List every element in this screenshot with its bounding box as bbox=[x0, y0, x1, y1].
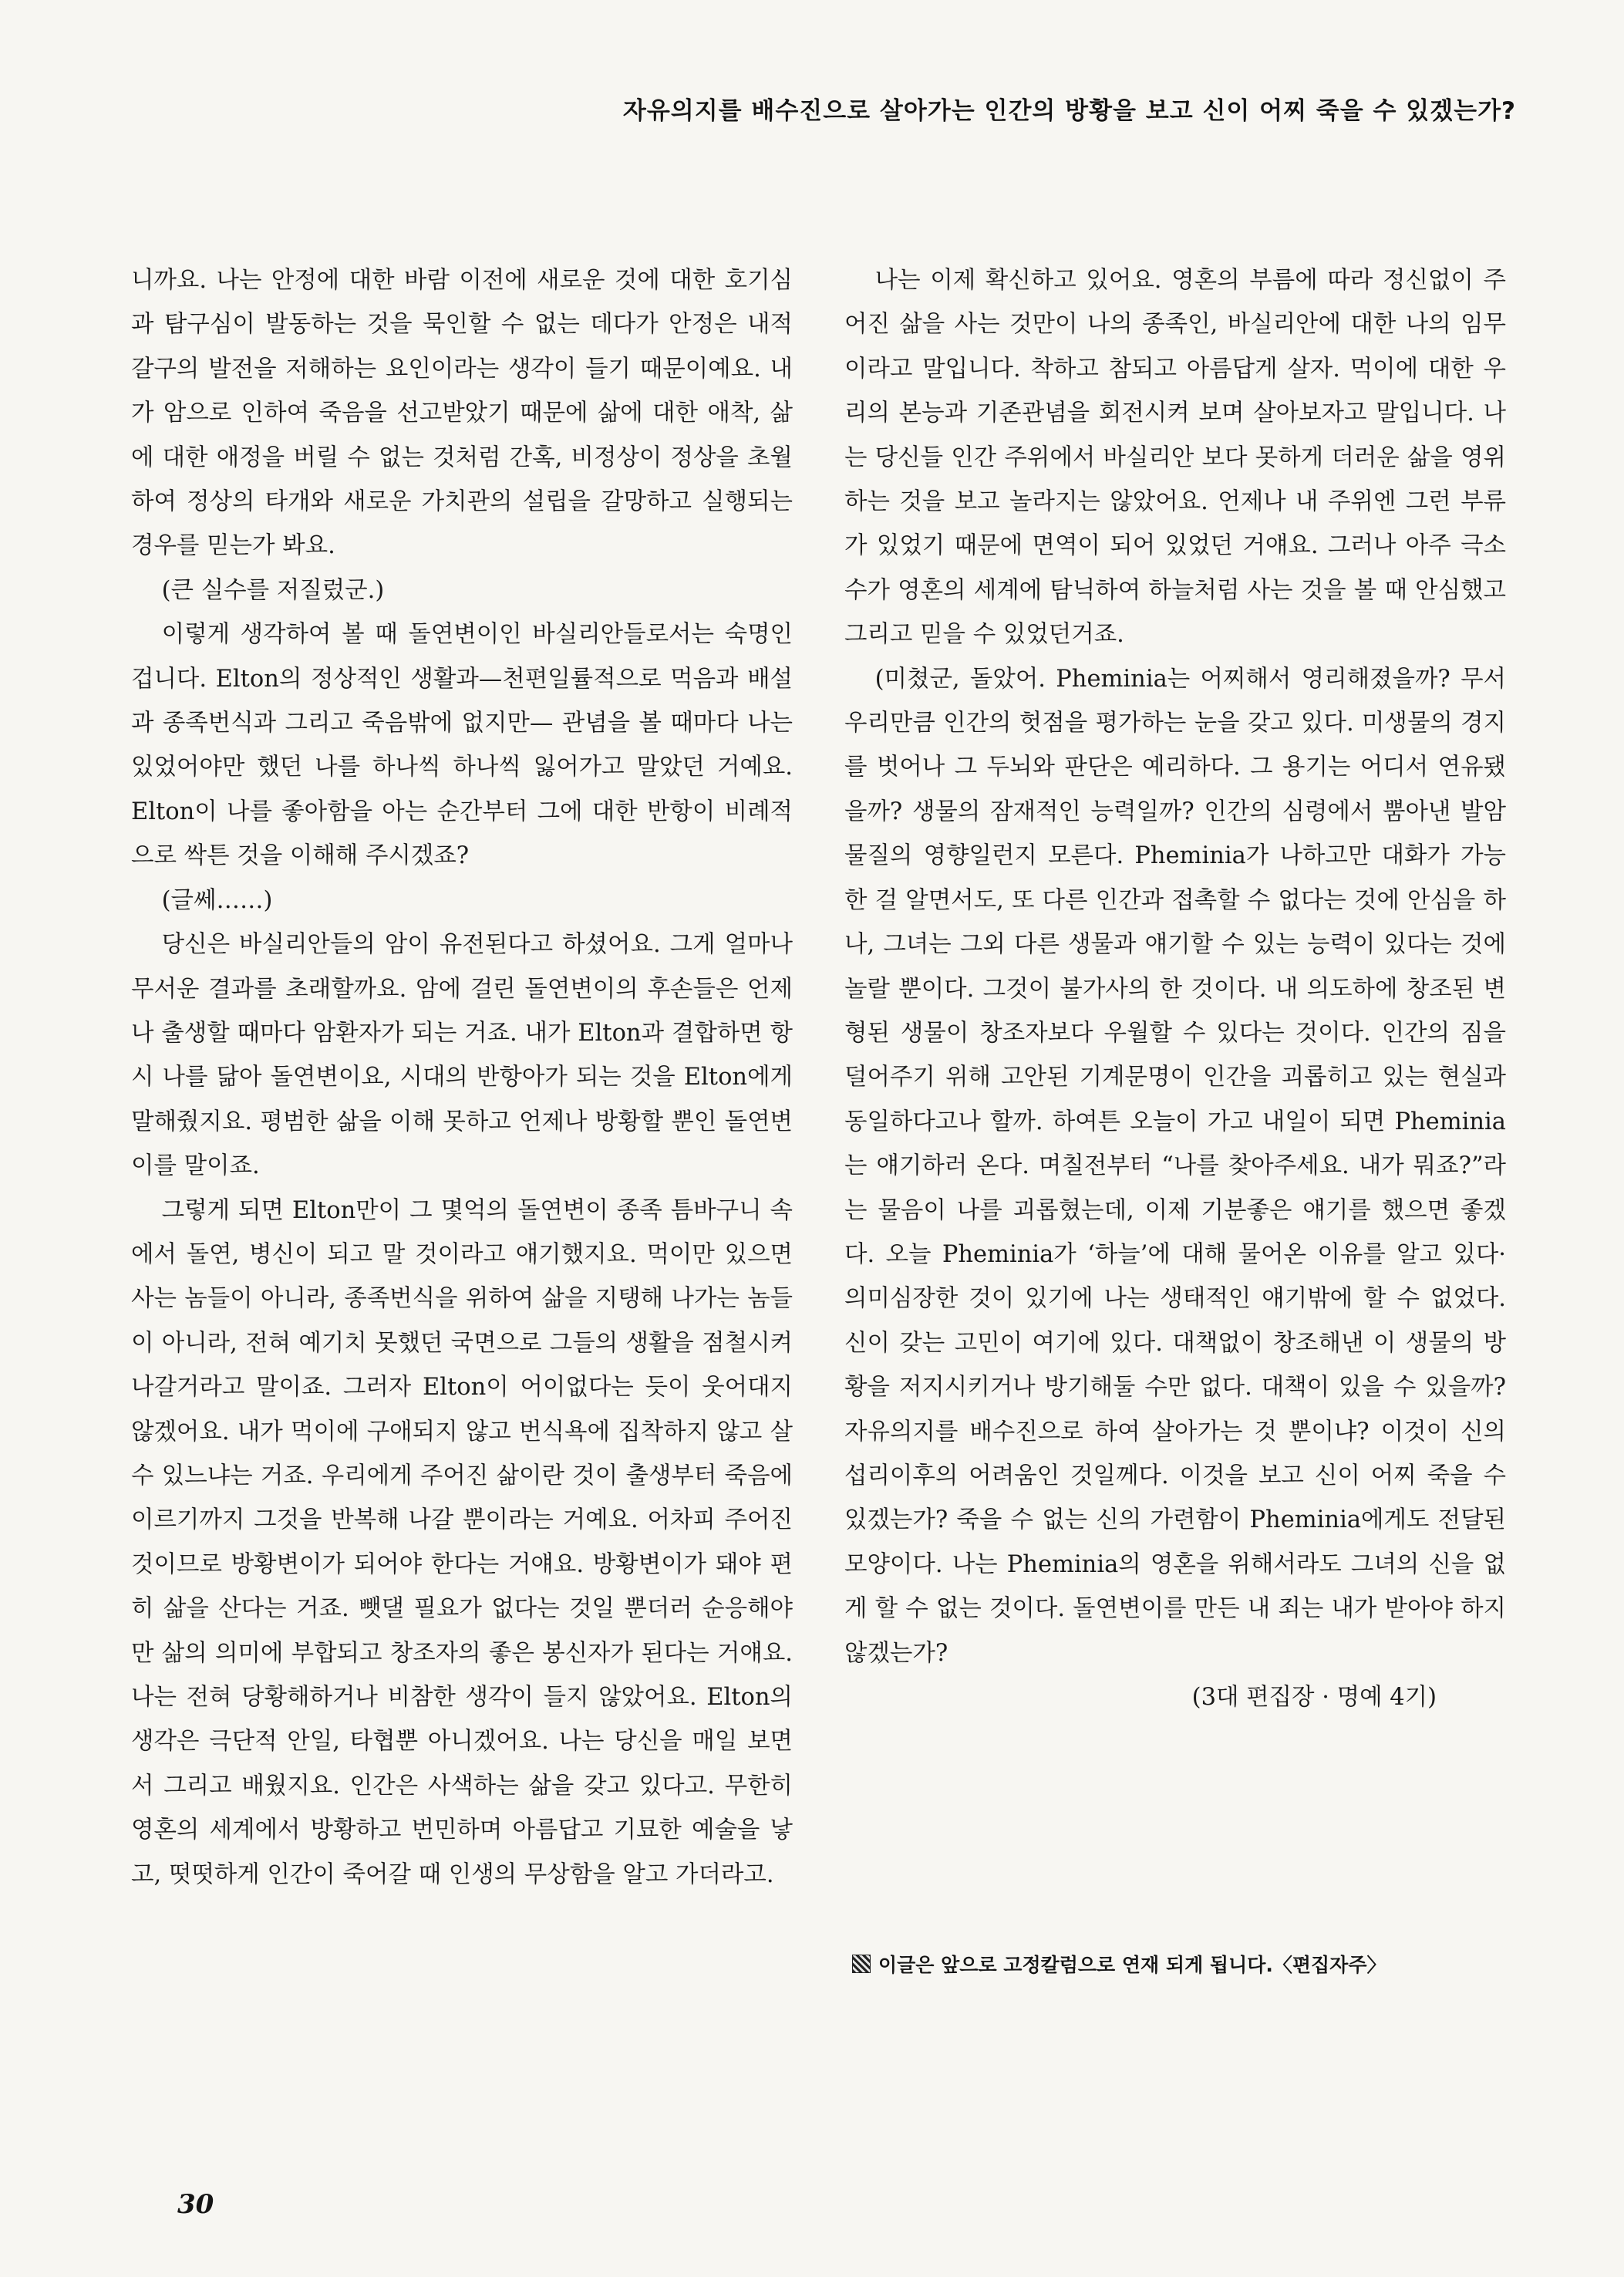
right-column bbox=[844, 258, 1506, 1719]
paragraph: 나는 이제 확신하고 있어요. 영혼의 부름에 따라 정신없이 주어진 삶을 사는 것만이 나의 종족인, 바실리안에 대한 나의 임무이라고 말입니다. 착하고 참되고 아름답게 살자. 먹이에 대한 우리의 본능과 기존관념을 회전시켜 보며 살아보자고 말입니다. 나는 당신들 인간 주위에서 바실리안 보다 못하게 더러운 삶을 영위하는 것을 보고 놀라지는 않았어요. 언제나 내 주위엔 그런 부류가 있었기 때문에 면역이 되어 있었던 거얘요. 그러나 아주 극소수가 영혼의 세계에 탐닉하여 하늘처럼 사는 것을 볼 때 안심했고 그리고 믿을 수 있었던거죠. bbox=[844, 267, 1506, 649]
running-head: 자유의지를 배수진으로 살아가는 인간의 방황을 보고 신이 어찌 죽을 수 있겠는가? bbox=[622, 97, 1516, 125]
paragraph: (미쳤군, 돌았어. Pheminia는 어찌해서 영리해졌을까? 무서우리만큼 인간의 헛점을 평가하는 눈을 갖고 있다. 미생물의 경지를 벗어나 그 두뇌와 판단은 예리하다. 그 용기는 어디서 연유됐을까? 생물의 잠재적인 능력일까? 인간의 심령에서 뿜아낸 발암물질의 영향일런지 모른다. Pheminia가 나하고만 대화가 가능한 걸 알면서도, 또 다른 인간과 접촉할 수 없다는 것에 안심을 하나, 그녀는 그외 다른 생물과 얘기할 수 있는 능력이 있다는 것에 놀랄 뿐이다. 그것이 불가사의 한 것이다. 내 의도하에 창조된 변형된 생물이 창조자보다 우월할 수 있다는 것이다. 인간의 짐을 덜어주기 위해 고안된 기계문명이 인간을 괴롭히고 있는 현실과 동일하다고나 할까. 하여튼 오늘이 가고 내일이 되면 Pheminia는 얘기하러 온다. 며칠전부터 “나를 찾아주세요. 내가 뭐죠?”라는 물음이 나를 괴롭혔는데, 이제 기분좋은 얘기를 했으면 좋겠다. 오늘 Pheminia가 ‘하늘’에 대해 물어온 이유를 알고 있다· 의미심장한 것이 있기에 나는 생태적인 얘기밖에 할 수 없었다. 신이 갖는 고민이 여기에 있다. 대책없이 창조해낸 이 생물의 방황을 저지시키거나 방기해둘 수만 없다. 대책이 있을 수 있을까? 자유의지를 배수진으로 하여 살아가는 것 뿐이냐? 이것이 신의 섭리이후의 어려움인 것일께다. 이것을 보고 신이 어찌 죽을 수 있겠는가? 죽을 수 없는 신의 가련함이 Pheminia에게도 전달된 모양이다. 나는 Pheminia의 영혼을 위해서라도 그녀의 신을 없게 할 수 없는 것이다. 돌연변이를 만든 내 죄는 내가 받아야 하지 않겠는가? bbox=[844, 665, 1506, 1667]
left-column bbox=[131, 258, 793, 1897]
aside-remark: (글쎄……) bbox=[161, 886, 273, 914]
editor-note bbox=[852, 1950, 1386, 1978]
author-signature: (3대 편집장 · 명예 4기) bbox=[1191, 1684, 1437, 1711]
paragraph: 그렇게 되면 Elton만이 그 몇억의 돌연변이 종족 틈바구니 속에서 돌연, 병신이 되고 말 것이라고 얘기했지요. 먹이만 있으면 사는 놈들이 아니라, 종족번식을 위하여 삶을 지탱해 나가는 놈들이 아니라, 전혀 예기치 못했던 국면으로 그들의 생활을 점철시켜 나갈거라고 말이죠. 그러자 Elton이 어이없다는 듯이 웃어대지 않겠어요. 내가 먹이에 구애되지 않고 번식욕에 집착하지 않고 살 수 있느냐는 거죠. 우리에게 주어진 삶이란 것이 출생부터 죽음에 이르기까지 그것을 반복해 나갈 뿐이라는 거예요. 어차피 주어진 것이므로 방황변이가 되어야 한다는 거얘요. 방황변이가 돼야 편히 삶을 산다는 거죠. 뺏댈 필요가 없다는 것일 뿐더러 순응해야만 삶의 의미에 부합되고 창조자의 좋은 봉신자가 된다는 거얘요. 나는 전혀 당황해하거나 비참한 생각이 들지 않았어요. Elton의 생각은 극단적 안일, 타협뿐 아니겠어요. 나는 당신을 매일 보면서 그리고 배웠지요. 인간은 사색하는 삶을 갖고 있다고. 무한히 영혼의 세계에서 방황하고 번민하며 아름답고 기묘한 예술을 낳고, 떳떳하게 인간이 죽어갈 때 인생의 무상함을 알고 가더라고. bbox=[131, 1196, 793, 1888]
paragraph: 당신은 바실리안들의 암이 유전된다고 하셨어요. 그게 얼마나 무서운 결과를 초래할까요. 암에 걸린 돌연변이의 후손들은 언제나 출생할 때마다 암환자가 되는 거죠. 내가 Elton과 결합하면 항시 나를 닮아 돌연변이요, 시대의 반항아가 되는 것을 Elton에게 말해줬지요. 평범한 삶을 이해 못하고 언제나 방황할 뿐인 돌연변이를 말이죠. bbox=[131, 931, 793, 1180]
hatched-square-icon bbox=[852, 1955, 871, 1973]
aside-remark: (큰 실수를 저질렀군.) bbox=[161, 576, 385, 604]
paragraph: 니까요. 나는 안정에 대한 바람 이전에 새로운 것에 대한 호기심과 탐구심이 발동하는 것을 묵인할 수 없는 데다가 안정은 내적 갈구의 발전을 저해하는 요인이라는 생각이 들기 때문이예요. 내가 암으로 인하여 죽음을 선고받았기 때문에 삶에 대한 애착, 삶에 대한 애정을 버릴 수 없는 것처럼 간혹, 비정상이 정상을 초월하여 정상의 타개와 새로운 가치관의 설립을 갈망하고 실행되는 경우를 믿는가 봐요. bbox=[131, 267, 793, 560]
editor-note-text: 이글은 앞으로 고정칼럼으로 연재 되게 됩니다.〈편집자주〉 bbox=[878, 1954, 1386, 1976]
paragraph: 이렇게 생각하여 볼 때 돌연변이인 바실리안들로서는 숙명인 겁니다. Elton의 정상적인 생활과—천편일률적으로 먹음과 배설과 종족번식과 그리고 죽음밖에 없지만— 관념을 볼 때마다 나는 있었어야만 했던 나를 하나씩 하나씩 잃어가고 말았던 거예요. Elton이 나를 좋아함을 아는 순간부터 그에 대한 반항이 비례적으로 싹튼 것을 이해해 주시겠죠? bbox=[131, 621, 793, 870]
page-number: 30 bbox=[177, 2189, 214, 2220]
